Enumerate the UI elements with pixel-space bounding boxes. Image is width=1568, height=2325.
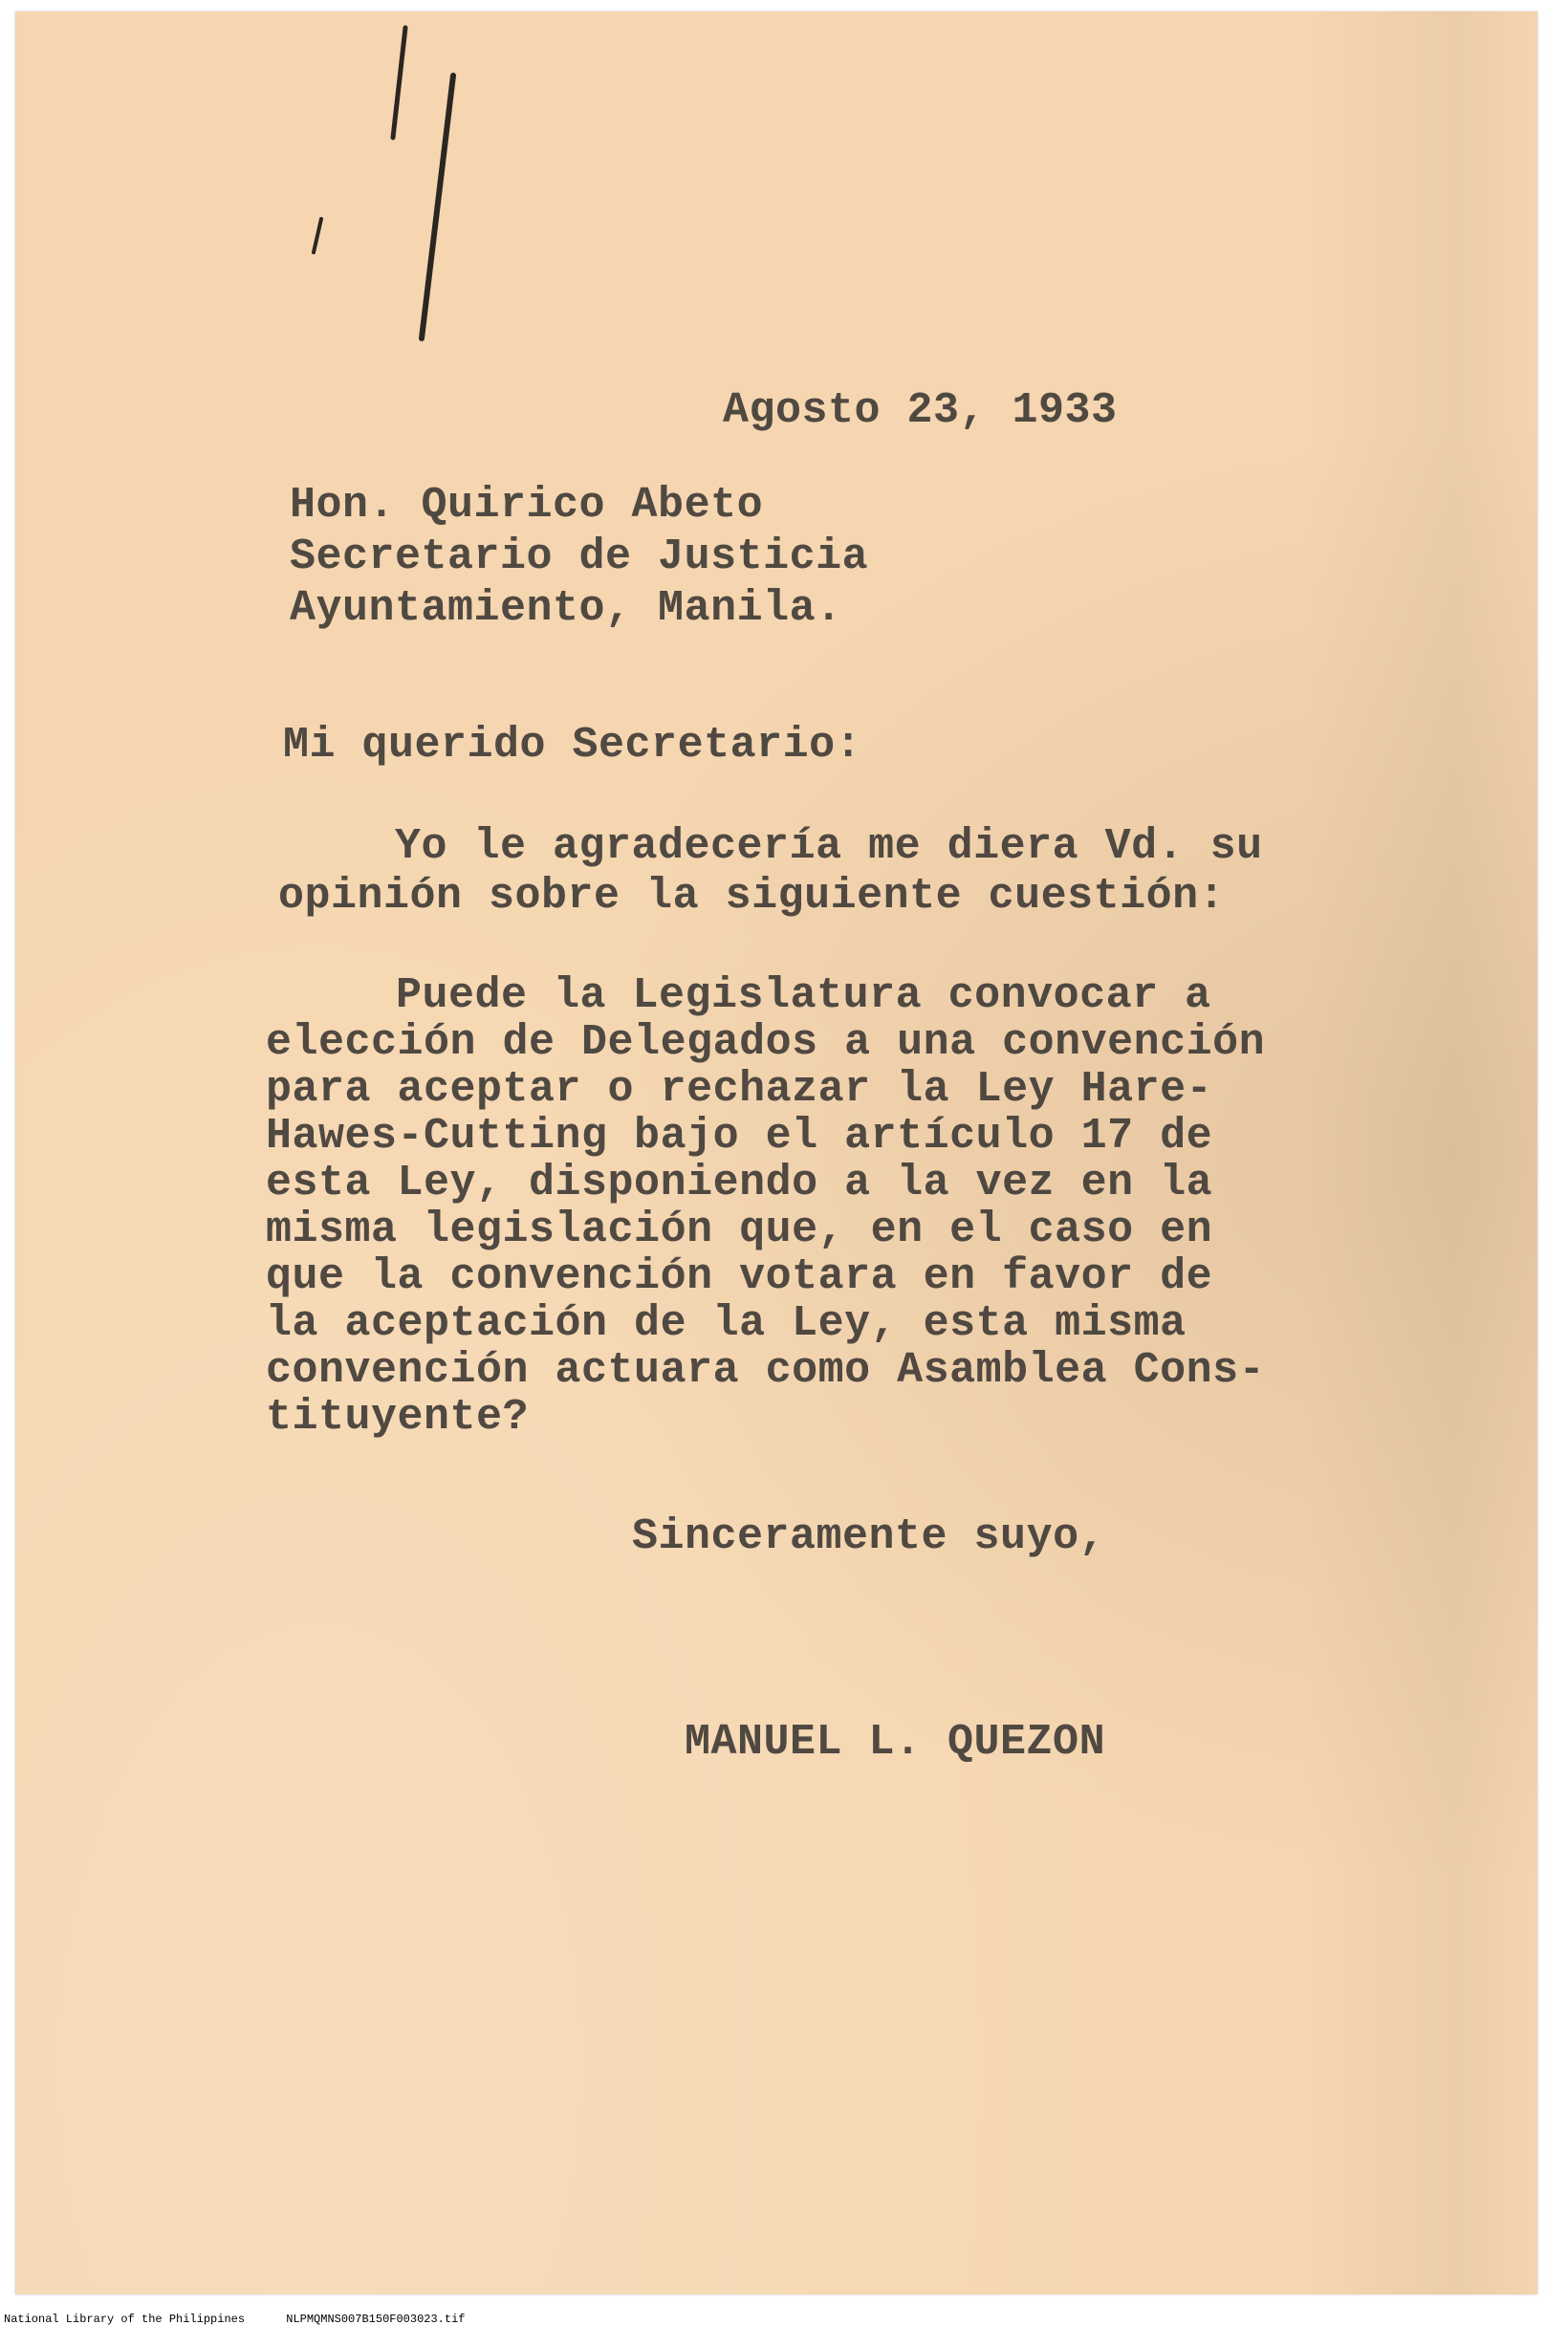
archive-footer <box>4 2313 499 2325</box>
paragraph-line: esta Ley, disponiendo a la vez en la <box>266 1159 1213 1207</box>
signature-name: MANUEL L. QUEZON <box>685 1718 1106 1767</box>
paragraph-line: Hawes-Cutting bajo el artículo 17 de <box>266 1112 1213 1161</box>
paragraph-line: Yo le agradecería me diera Vd. su <box>395 822 1263 871</box>
letter-sheet <box>15 11 1537 2294</box>
paragraph-line: misma legislación que, en el caso en <box>266 1206 1213 1254</box>
footer-file-id: NLPMQMNS007B150F003023.tif <box>286 2313 466 2325</box>
paragraph-line: opinión sobre la siguiente cuestión: <box>278 872 1226 921</box>
paragraph-line: tituyente? <box>266 1393 530 1442</box>
paragraph-line: convención actuara como Asamblea Cons- <box>266 1346 1266 1395</box>
letter-date: Agosto 23, 1933 <box>723 386 1118 435</box>
paragraph-question <box>266 972 1265 1441</box>
pen-marks <box>293 23 503 348</box>
paragraph-line: la aceptación de la Ley, esta misma <box>266 1299 1187 1348</box>
closing: Sinceramente suyo, <box>632 1512 1106 1561</box>
footer-institution: National Library of the Philippines <box>4 2313 246 2325</box>
paper-fold-shadow <box>1306 11 1555 2294</box>
paragraph-line: elección de Delegados a una convención <box>266 1018 1266 1067</box>
paragraph-request <box>278 822 1263 922</box>
recipient-address <box>290 480 868 635</box>
recipient-name: Hon. Quirico Abeto <box>290 481 764 530</box>
paragraph-line: para aceptar o rechazar la Ley Hare- <box>266 1065 1213 1114</box>
recipient-location: Ayuntamiento, Manila. <box>290 584 842 633</box>
recipient-title: Secretario de Justicia <box>290 532 869 581</box>
paragraph-line: que la convención votara en favor de <box>266 1252 1213 1301</box>
salutation: Mi querido Secretario: <box>283 721 862 770</box>
paragraph-line: Puede la Legislatura convocar a <box>396 971 1211 1020</box>
